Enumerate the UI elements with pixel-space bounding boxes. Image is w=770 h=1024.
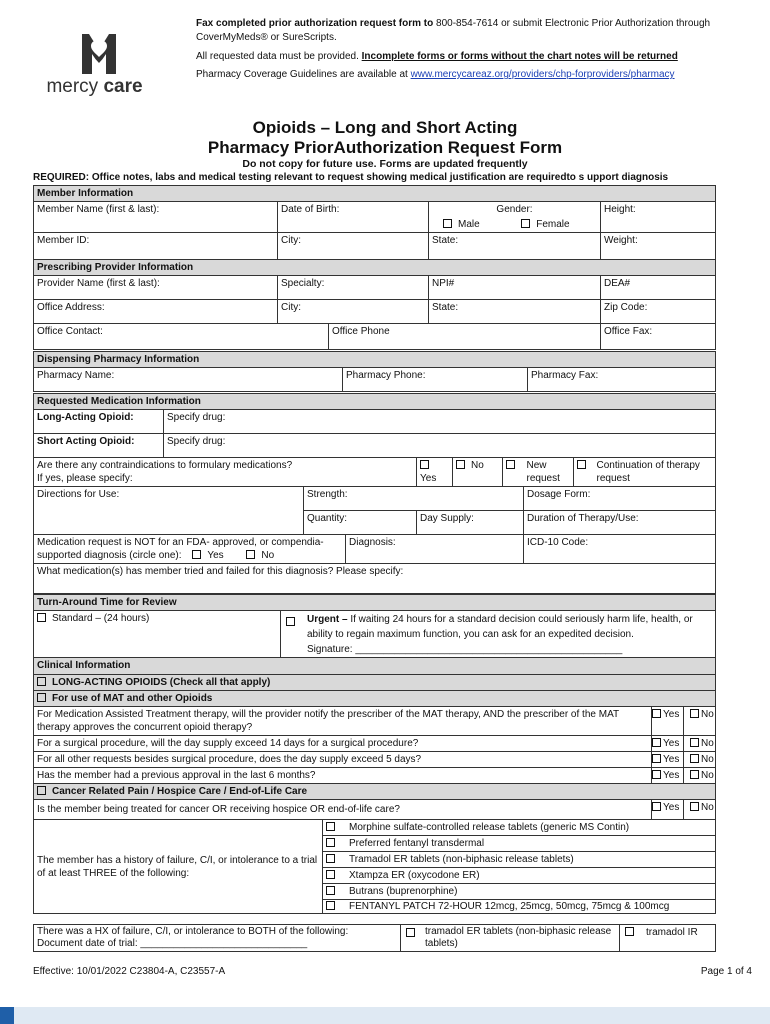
quantity-field[interactable]: Quantity: — [304, 511, 417, 535]
submission-methods: CoverMyMeds® or SureScripts. — [196, 32, 337, 43]
not-fda-approved-question: Medication request is NOT for an FDA- approved, or compendia-supported diagnosis (circle one): Yes No — [34, 535, 346, 564]
office-phone-field[interactable]: Office Phone — [329, 324, 601, 350]
cancer-header: Cancer Related Pain / Hospice Care / End-of-Life Care — [34, 784, 716, 800]
q-previous-no[interactable]: No — [684, 768, 716, 784]
q-previous-approval: Has the member had a previous approval in the last 6 months? — [34, 768, 652, 784]
npi-field[interactable]: NPI# — [429, 276, 601, 300]
coverage-guidelines: Pharmacy Coverage Guidelines are available at www.mercycareaz.org/providers/chp-forproviders/pharmacy — [196, 69, 675, 80]
provider-city-field[interactable]: City: — [278, 300, 429, 324]
office-fax-field[interactable]: Office Fax: — [601, 324, 716, 350]
new-request-option[interactable]: New request — [524, 458, 574, 487]
standard-option[interactable]: Standard – (24 hours) — [34, 611, 281, 659]
history-three-trials: The member has a history of failure, C/I, or intolerance to a trial of at least THREE of the following: — [34, 820, 323, 914]
provider-info-section: Prescribing Provider Information — [34, 260, 716, 276]
medication-info-table — [33, 393, 716, 594]
standard-checkbox[interactable] — [37, 613, 46, 622]
hx-both-table — [33, 924, 716, 952]
member-state-field[interactable]: State: — [429, 233, 601, 260]
urgent-checkbox[interactable] — [286, 617, 295, 626]
tramadol-ir-option[interactable]: tramadol IR — [620, 925, 716, 952]
drug-option[interactable]: Tramadol ER tablets (non-biphasic release tablets) — [323, 852, 716, 868]
q-cancer-no[interactable]: No — [684, 800, 716, 820]
dea-field[interactable]: DEA# — [601, 276, 716, 300]
member-id-field[interactable]: Member ID: — [34, 233, 278, 260]
new-request-checkbox[interactable] — [506, 460, 515, 469]
contra-no-checkbox[interactable] — [456, 460, 465, 469]
pharmacy-phone-field[interactable]: Pharmacy Phone: — [343, 368, 528, 392]
female-checkbox[interactable] — [521, 219, 530, 228]
directions-field[interactable]: Directions for Use: — [34, 487, 304, 511]
drug-option[interactable]: Morphine sulfate-controlled release tablets (generic MS Contin) — [323, 820, 716, 836]
member-info-table — [33, 185, 716, 260]
medication-info-section: Requested Medication Information — [34, 394, 716, 410]
q-surgical-yes[interactable]: Yes — [652, 736, 684, 752]
cancer-checkbox[interactable] — [37, 786, 46, 795]
drug-option[interactable]: FENTANYL PATCH 72-HOUR 12mcg, 25mcg, 50mcg, 75mcg & 100mcg — [323, 900, 716, 914]
long-acting-checkbox[interactable] — [37, 677, 46, 686]
member-name-field[interactable]: Member Name (first & last): — [34, 202, 278, 233]
q-other-yes[interactable]: Yes — [652, 752, 684, 768]
signature-line[interactable]: Signature: ________________________________________________ — [307, 644, 623, 655]
form-title-line2: Pharmacy PriorAuthorization Request Form — [207, 138, 563, 157]
tried-failed-field[interactable]: What medication(s) has member tried and failed for this diagnosis? Please specify: — [34, 564, 716, 594]
male-checkbox[interactable] — [443, 219, 452, 228]
mat-header: For use of MAT and other Opioids — [34, 691, 716, 707]
drug-option[interactable]: Xtampza ER (oxycodone ER) — [323, 868, 716, 884]
pharmacy-info-table — [33, 351, 716, 392]
copy-note: Do not copy for future use. Forms are updated frequently — [242, 158, 528, 170]
brand-name: mercy care — [46, 76, 143, 97]
fax-instructions: Fax completed prior authorization request form to 800-854-7614 or submit Electronic Prior Authorization through — [196, 18, 711, 29]
q-other-no[interactable]: No — [684, 752, 716, 768]
diagnosis-field[interactable]: Diagnosis: — [346, 535, 524, 564]
contra-yes-option[interactable]: Yes — [417, 458, 453, 487]
contra-yes-checkbox[interactable] — [420, 460, 429, 469]
specialty-field[interactable]: Specialty: — [278, 276, 429, 300]
form-title-line1: Opioids – Long and Short Acting — [252, 118, 518, 137]
office-contact-field[interactable]: Office Contact: — [34, 324, 329, 350]
urgent-option[interactable]: Urgent – If waiting 24 hours for a standard decision could seriously harm life, health, or ability to regain maximum function, you can ask for an expedited decision. Signature: ________________________________________________ — [281, 611, 716, 659]
icd10-field[interactable]: ICD-10 Code: — [524, 535, 716, 564]
clinical-info-section: Clinical Information — [34, 658, 716, 675]
short-acting-drug-field[interactable]: Specify drug: — [164, 434, 716, 458]
trial-date-field[interactable]: Document date of trial: ______________________________ — [37, 938, 308, 949]
tramadol-er-option[interactable]: tramadol ER tablets (non-biphasic release tablets) — [401, 925, 620, 952]
mercy-care-heart-m-icon — [42, 30, 147, 76]
day-supply-field[interactable]: Day Supply: — [417, 511, 524, 535]
q-mat-notify: For Medication Assisted Treatment therapy, will the provider notify the prescriber of the MAT therapy, AND the prescriber of the MAT therapy approves the concurrent opioid therapy? — [34, 707, 652, 736]
footer-bar-accent — [0, 1007, 14, 1024]
pharmacy-name-field[interactable]: Pharmacy Name: — [34, 368, 343, 392]
not-fda-yes-checkbox[interactable] — [192, 550, 201, 559]
long-acting-drug-field[interactable]: Specify drug: — [164, 410, 716, 434]
drug-option[interactable]: Butrans (buprenorphine) — [323, 884, 716, 900]
tramadol-ir-checkbox[interactable] — [625, 927, 634, 936]
turnaround-table — [33, 594, 716, 659]
q-mat-yes[interactable]: Yes — [652, 707, 684, 736]
tramadol-er-checkbox[interactable] — [406, 928, 415, 937]
height-field[interactable]: Height: — [601, 202, 716, 233]
pharmacy-info-section: Dispensing Pharmacy Information — [34, 352, 716, 368]
weight-field[interactable]: Weight: — [601, 233, 716, 260]
provider-info-table — [33, 259, 716, 350]
coverage-guidelines-link[interactable]: www.mercycareaz.org/providers/chp-forproviders/pharmacy — [410, 69, 675, 80]
office-address-field[interactable]: Office Address: — [34, 300, 278, 324]
clinical-info-table — [33, 657, 716, 914]
q-cancer-yes[interactable]: Yes — [652, 800, 684, 820]
continuation-checkbox[interactable] — [577, 460, 586, 469]
q-mat-no[interactable]: No — [684, 707, 716, 736]
contraindications-question: Are there any contraindications to formulary medications? If yes, please specify: — [34, 458, 417, 487]
hx-both-question: There was a HX of failure, C/I, or intolerance to BOTH of the following: Document date of trial: ______________________________ — [34, 925, 401, 952]
drug-option[interactable]: Preferred fentanyl transdermal — [323, 836, 716, 852]
member-info-section: Member Information — [34, 186, 716, 202]
required-documents-note: REQUIRED: Office notes, labs and medical testing relevant to request showing medical justification are requiredto s upport diagnosis — [33, 172, 669, 183]
turnaround-section: Turn-Around Time for Review — [34, 595, 716, 611]
mercy-care-logo — [42, 30, 147, 105]
short-acting-label: Short Acting Opioid: — [34, 434, 164, 458]
zip-field[interactable]: Zip Code: — [601, 300, 716, 324]
contra-no-option[interactable]: No — [453, 458, 503, 487]
strength-field[interactable]: Strength: — [304, 487, 524, 511]
provider-state-field[interactable]: State: — [429, 300, 601, 324]
long-acting-header: LONG-ACTING OPIOIDS (Check all that apply) — [34, 675, 716, 691]
member-city-field[interactable]: City: — [278, 233, 429, 260]
footer-bar — [0, 1007, 770, 1024]
pharmacy-fax-field[interactable]: Pharmacy Fax: — [528, 368, 716, 392]
q-previous-yes[interactable]: Yes — [652, 768, 684, 784]
q-surgical-no[interactable]: No — [684, 736, 716, 752]
dosage-form-field[interactable]: Dosage Form: — [524, 487, 716, 511]
q-cancer-hospice: Is the member being treated for cancer OR receiving hospice OR end-of-life care? — [34, 800, 652, 820]
effective-date: Effective: 10/01/2022 C23804-A, C23557-A — [33, 966, 226, 977]
not-fda-no-checkbox[interactable] — [246, 550, 255, 559]
page-number: Page 1 of 4 — [700, 966, 752, 977]
duration-field[interactable]: Duration of Therapy/Use: — [524, 511, 716, 535]
q-other-5-days: For all other requests besides surgical procedure, does the day supply exceed 5 days? — [34, 752, 652, 768]
continuation-option[interactable]: Continuation of therapy request — [594, 458, 716, 487]
long-acting-label: Long-Acting Opioid: — [34, 410, 164, 434]
q-surgical-14-days: For a surgical procedure, will the day supply exceed 14 days for a surgical procedure? — [34, 736, 652, 752]
provider-name-field[interactable]: Provider Name (first & last): — [34, 276, 278, 300]
required-data-note: All requested data must be provided. Incomplete forms or forms without the chart notes will be returned — [196, 51, 678, 62]
gender-label: Gender: — [429, 202, 601, 218]
dob-field[interactable]: Date of Birth: — [278, 202, 429, 233]
gender-options: Male Female — [429, 217, 601, 233]
mat-checkbox[interactable] — [37, 693, 46, 702]
